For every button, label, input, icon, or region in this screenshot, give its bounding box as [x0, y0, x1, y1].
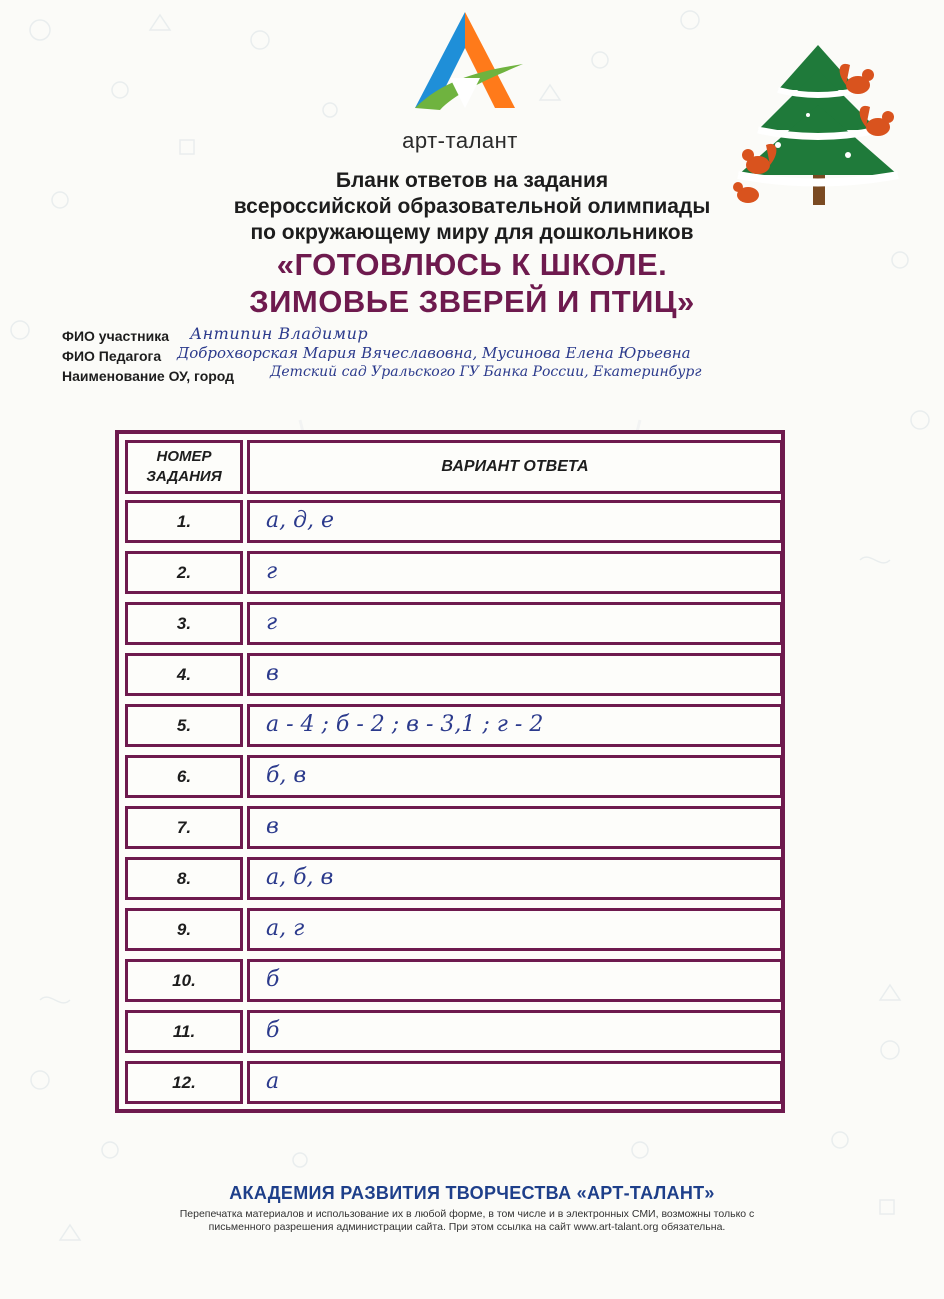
answer-cell[interactable]: г: [247, 551, 783, 594]
table-row: [125, 704, 775, 747]
answer-cell[interactable]: а - 4 ; б - 2 ; в - 3,1 ; г - 2: [247, 704, 783, 747]
organization-row: [62, 364, 922, 388]
answer-cell[interactable]: а, д, е: [247, 500, 783, 543]
teacher-names: Доброхворская Мария Вячеславовна, Мусинова Елена Юрьевна: [177, 344, 691, 362]
participant-name: Антипин Владимир: [190, 324, 369, 343]
table-row: [125, 500, 775, 543]
heading-line-2: всероссийской образовательной олимпиады: [233, 195, 711, 218]
answer-cell[interactable]: б: [247, 1010, 783, 1053]
table-row: [125, 1010, 775, 1053]
sheet-heading: [0, 168, 944, 320]
table-row: [125, 857, 775, 900]
teacher-label: ФИО Педагога: [62, 348, 162, 364]
footer-note-line-1: Перепечатка материалов и использование их в любой форме, в том числе и в электронных СМИ, возможны только с: [179, 1208, 755, 1220]
table-row: [125, 1061, 775, 1104]
answer-cell[interactable]: г: [247, 602, 783, 645]
header-answer-variant: ВАРИАНТ ОТВЕТА: [247, 440, 783, 494]
organization-name: Детский сад Уральского ГУ Банка России, Екатеринбург: [270, 364, 702, 380]
olympiad-title-line-2: ЗИМОВЬЕ ЗВЕРЕЙ И ПТИЦ»: [249, 284, 695, 319]
answer-table: [115, 430, 785, 1113]
answer-cell[interactable]: а: [247, 1061, 783, 1104]
task-number: 12.: [125, 1061, 243, 1104]
olympiad-title-line-1: «ГОТОВЛЮСЬ К ШКОЛЕ.: [276, 247, 668, 282]
task-number: 5.: [125, 704, 243, 747]
task-number: 11.: [125, 1010, 243, 1053]
task-number: 6.: [125, 755, 243, 798]
heading-line-3: по окружающему миру для дошкольников: [250, 221, 694, 244]
task-number: 3.: [125, 602, 243, 645]
answer-cell[interactable]: а, б, в: [247, 857, 783, 900]
task-number: 9.: [125, 908, 243, 951]
table-row: [125, 602, 775, 645]
table-row: [125, 959, 775, 1002]
table-row: [125, 755, 775, 798]
heading-line-1: Бланк ответов на задания: [335, 169, 609, 192]
task-number: 10.: [125, 959, 243, 1002]
table-row: [125, 551, 775, 594]
organization-label: Наименование ОУ, город: [62, 368, 235, 384]
participant-info: [62, 324, 922, 388]
header-task-number: НОМЕР ЗАДАНИЯ: [125, 440, 243, 494]
answer-cell[interactable]: б: [247, 959, 783, 1002]
answer-cell[interactable]: б, в: [247, 755, 783, 798]
table-row: [125, 806, 775, 849]
answer-cell[interactable]: а, г: [247, 908, 783, 951]
participant-label: ФИО участника: [62, 328, 169, 344]
table-row: [125, 653, 775, 696]
table-row: [125, 908, 775, 951]
task-number: 7.: [125, 806, 243, 849]
task-number: 2.: [125, 551, 243, 594]
table-header-row: [125, 440, 783, 494]
task-number: 8.: [125, 857, 243, 900]
footer-academy-title: АКАДЕМИЯ РАЗВИТИЯ ТВОРЧЕСТВА «АРТ-ТАЛАНТ»: [229, 1183, 715, 1203]
answer-cell[interactable]: в: [247, 653, 783, 696]
answer-cell[interactable]: в: [247, 806, 783, 849]
task-number: 4.: [125, 653, 243, 696]
footer-note-line-2: письменного разрешения администрации сайта. При этом ссылка на сайт www.art-talant.org обязательна.: [208, 1221, 726, 1233]
art-talant-logo: [395, 8, 535, 118]
footer-copyright-note: [82, 1208, 852, 1234]
task-number: 1.: [125, 500, 243, 543]
logo-brand-text: арт-талант: [402, 128, 518, 153]
